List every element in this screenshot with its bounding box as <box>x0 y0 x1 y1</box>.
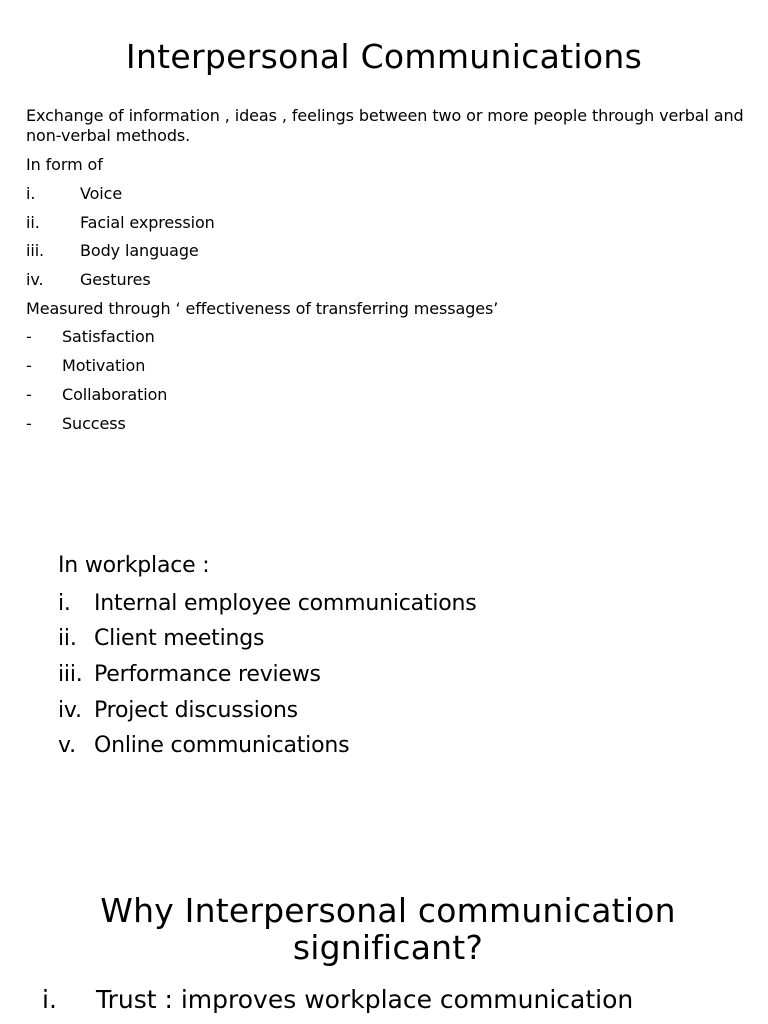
list-marker: i. <box>42 985 57 1014</box>
list-item-text: Client meetings <box>94 626 265 651</box>
list-marker: ii. <box>26 213 40 232</box>
list-item-text: Project discussions <box>94 698 298 723</box>
page-title: Interpersonal Communications <box>125 37 643 76</box>
section-title: Why Interpersonal communication significant? <box>100 891 676 967</box>
list-item <box>58 697 718 725</box>
list-marker: i. <box>58 591 71 616</box>
list-item-text: Online communications <box>94 733 350 758</box>
list-marker: i. <box>26 184 36 203</box>
list-item <box>26 414 726 434</box>
form-heading: In form of <box>26 155 103 174</box>
list-item <box>26 241 726 261</box>
list-item-text: Performance reviews <box>94 662 321 687</box>
list-marker: - <box>26 327 32 346</box>
list-item-text: Internal employee communications <box>94 591 477 616</box>
list-item <box>26 385 726 405</box>
intro-paragraph: Exchange of information , ideas , feelings between two or more people through verbal and non-verbal methods. <box>26 106 744 145</box>
list-marker: - <box>26 385 32 404</box>
list-marker: iii. <box>58 662 83 687</box>
list-marker: iv. <box>26 270 44 289</box>
list-marker: v. <box>58 733 76 758</box>
list-item <box>26 213 726 233</box>
list-item <box>58 661 718 689</box>
list-marker: iv. <box>58 698 82 723</box>
list-item <box>42 984 742 1016</box>
list-item-text: Voice <box>80 184 123 203</box>
list-item-text: Motivation <box>62 356 146 375</box>
list-item <box>26 327 726 347</box>
list-item <box>26 270 726 290</box>
list-marker: iii. <box>26 241 45 260</box>
list-item <box>58 732 718 760</box>
list-item-text: Facial expression <box>80 213 215 232</box>
measured-heading: Measured through ‘ effectiveness of transferring messages’ <box>26 299 499 318</box>
list-item-text: Collaboration <box>62 385 168 404</box>
list-marker: - <box>26 414 32 433</box>
list-item-text: Body language <box>80 241 199 260</box>
list-item <box>58 625 718 653</box>
list-item-text: Gestures <box>80 270 151 289</box>
list-item <box>26 184 726 204</box>
list-item-text: Success <box>62 414 126 433</box>
list-item <box>26 356 726 376</box>
workplace-heading: In workplace : <box>58 553 210 578</box>
list-item <box>58 590 718 618</box>
list-item-text: Trust : improves workplace communication <box>96 985 634 1014</box>
list-item-text: Satisfaction <box>62 327 155 346</box>
list-marker: ii. <box>58 626 77 651</box>
list-marker: - <box>26 356 32 375</box>
